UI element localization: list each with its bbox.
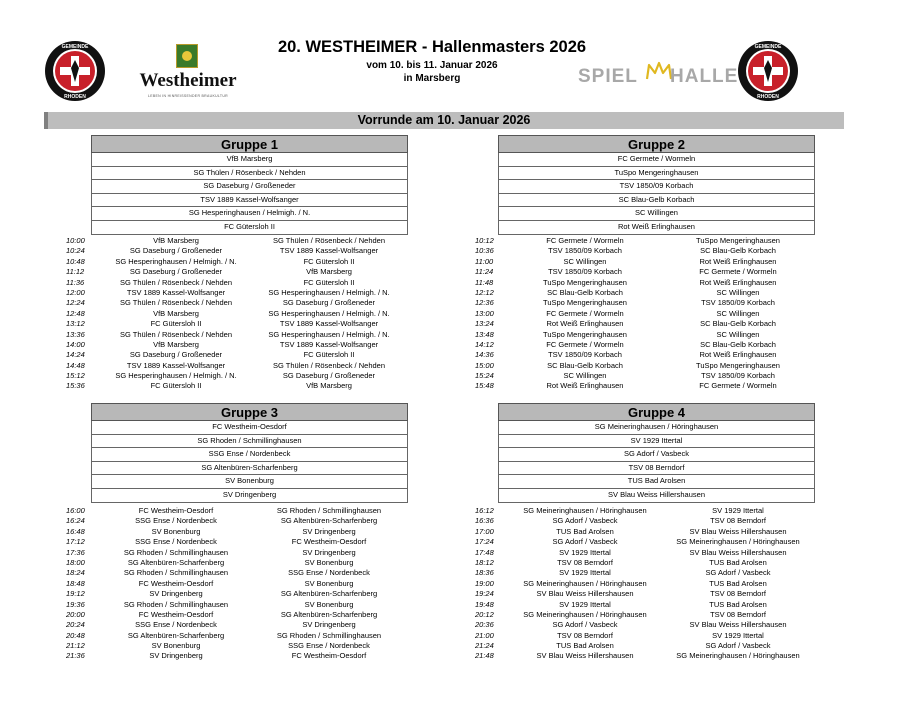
match-away: SG Daseburg / Großeneder: [282, 298, 376, 308]
match-time: 11:24: [475, 267, 494, 277]
group-team: SG Thülen / Rösenbeck / Nehden: [91, 167, 408, 181]
match-row: [66, 527, 416, 537]
crest-bottom-text: RHODEN: [64, 94, 86, 100]
match-time: 21:36: [66, 651, 85, 661]
crest-top-text: GEMEINDE: [754, 44, 782, 50]
match-row: [475, 641, 825, 651]
match-row: [66, 568, 416, 578]
match-away: SG Daseburg / Großeneder: [282, 371, 376, 381]
match-row: [66, 651, 416, 661]
match-away: TSV 1889 Kassel-Wolfsanger: [279, 339, 379, 349]
match-row: [66, 350, 416, 360]
match-home: TSV 1850/09 Korbach: [548, 267, 622, 277]
round-title: Vorrunde am 10. Januar 2026: [357, 113, 531, 127]
match-home: TSV 1850/09 Korbach: [548, 246, 622, 256]
match-row: [475, 548, 825, 558]
match-row: [475, 631, 825, 641]
match-row: [66, 620, 416, 630]
match-home: VfB Marsberg: [153, 236, 199, 245]
event-dates: vom 10. bis 11. Januar 2026: [366, 60, 498, 71]
match-away: TUS Bad Arolsen: [709, 599, 767, 609]
match-home: FC Gütersloh II: [150, 381, 202, 391]
group-1-table: [91, 135, 408, 235]
match-row: [66, 558, 416, 568]
match-time: 18:00: [66, 557, 85, 567]
match-home: FC Westheim-Oesdorf: [138, 506, 214, 515]
match-home: SV Bonenburg: [151, 641, 201, 651]
match-row: [475, 340, 825, 350]
match-time: 12:24: [66, 298, 85, 308]
match-home: TSV 1850/09 Korbach: [548, 350, 622, 360]
match-home: SG Meineringhausen / Höringhausen: [523, 578, 647, 588]
match-home: FC Germete / Wormeln: [546, 236, 624, 245]
match-time: 16:24: [66, 516, 85, 526]
match-row: [66, 381, 416, 391]
match-home: SG Rhoden / Schmillinghausen: [123, 568, 229, 578]
match-away: SV Dringenberg: [302, 526, 356, 536]
match-time: 15:00: [475, 360, 494, 370]
match-row: [475, 537, 825, 547]
match-time: 21:00: [475, 630, 494, 640]
match-away: TuSpo Mengeringhausen: [696, 360, 780, 370]
match-row: [66, 298, 416, 308]
match-away: SG Meineringhausen / Höringhausen: [676, 537, 800, 547]
match-row: [475, 381, 825, 391]
match-away: SG Rhoden / Schmillinghausen: [276, 506, 382, 515]
match-row: [66, 361, 416, 371]
match-row: [475, 568, 825, 578]
match-home: SV 1929 Ittertal: [559, 547, 611, 557]
match-time: 10:00: [66, 236, 85, 245]
match-row: [66, 537, 416, 547]
match-row: [66, 340, 416, 350]
group-2-table: [498, 135, 815, 235]
match-away: SV Blau Weiss Hillershausen: [689, 526, 787, 536]
match-time: 14:48: [66, 360, 85, 370]
match-time: 11:12: [66, 267, 85, 277]
match-home: SG Rhoden / Schmillinghausen: [123, 547, 229, 557]
spielhalle-right-text: HALLE: [670, 66, 739, 87]
group-team: FC Westheim-Oesdorf: [91, 421, 408, 435]
match-away: SV Bonenburg: [304, 599, 354, 609]
match-row: [66, 319, 416, 329]
match-row: [66, 267, 416, 277]
match-time: 18:36: [475, 568, 494, 578]
match-time: 14:36: [475, 350, 494, 360]
match-time: 10:12: [475, 236, 494, 245]
match-home: SV 1929 Ittertal: [559, 568, 611, 578]
match-away: SV Dringenberg: [302, 620, 356, 630]
match-time: 15:12: [66, 371, 85, 381]
match-home: SSG Ense / Nordenbeck: [135, 537, 217, 547]
match-time: 19:12: [66, 589, 85, 599]
match-row: [475, 589, 825, 599]
match-row: [66, 246, 416, 256]
match-home: SG Thülen / Rösenbeck / Nehden: [119, 298, 232, 308]
match-home: SC Blau-Gelb Korbach: [547, 287, 623, 297]
crest-icon: [737, 40, 799, 102]
match-row: [475, 516, 825, 526]
match-away: Rot Weiß Erlinghausen: [699, 350, 777, 360]
match-row: [66, 579, 416, 589]
match-time: 12:12: [475, 287, 494, 297]
match-away: SG Altenbüren-Scharfenberg: [280, 589, 378, 599]
match-row: [475, 298, 825, 308]
match-home: SG Altenbüren-Scharfenberg: [127, 630, 225, 640]
crown-icon: [645, 61, 673, 83]
group-team: FC Germete / Wormeln: [498, 153, 815, 167]
match-row: [475, 506, 825, 516]
event-location: in Marsberg: [403, 73, 461, 84]
group-team: TUS Bad Arolsen: [498, 475, 815, 489]
match-row: [475, 610, 825, 620]
match-away: TSV 08 Berndorf: [710, 589, 766, 599]
crest-bottom-text: RHODEN: [757, 94, 779, 100]
match-home: FC Westheim-Oesdorf: [138, 609, 214, 619]
group-team: VfB Marsberg: [91, 153, 408, 167]
match-row: [475, 319, 825, 329]
match-row: [475, 651, 825, 661]
group-3-table: [91, 403, 408, 503]
group-team: SV Bonenburg: [91, 475, 408, 489]
match-home: SC Willingen: [563, 371, 607, 381]
match-row: [475, 330, 825, 340]
match-row: [66, 589, 416, 599]
match-away: SG Altenbüren-Scharfenberg: [280, 609, 378, 619]
match-away: SC Blau-Gelb Korbach: [700, 319, 776, 329]
match-row: [66, 641, 416, 651]
match-row: [475, 257, 825, 267]
crest-icon: [44, 40, 106, 102]
match-away: TSV 08 Berndorf: [710, 516, 766, 526]
match-time: 20:00: [66, 609, 85, 619]
match-home: SG Meineringhausen / Höringhausen: [523, 609, 647, 619]
match-away: SG Hesperinghausen / Helmigh. / N.: [268, 329, 390, 339]
match-away: SG Adorf / Vasbeck: [705, 568, 771, 578]
match-away: FC Gütersloh II: [303, 350, 355, 360]
group-4-schedule: [475, 506, 825, 662]
match-row: [66, 600, 416, 610]
group-1-schedule: [66, 236, 416, 392]
group-team: SV Dringenberg: [91, 489, 408, 503]
group-team: SC Willingen: [498, 207, 815, 221]
westheimer-tagline: LEBEN IN HINREISSENDER BRAUKULTUR: [147, 94, 229, 98]
match-home: SG Adorf / Vasbeck: [552, 620, 618, 630]
match-away: SG Rhoden / Schmillinghausen: [276, 630, 382, 640]
page-title: 20. WESTHEIMER - Hallenmasters 2026: [277, 38, 587, 56]
group-team: SSG Ense / Nordenbeck: [91, 448, 408, 462]
match-away: TSV 08 Berndorf: [710, 609, 766, 619]
match-home: TSV 08 Berndorf: [557, 630, 613, 640]
match-away: SV Dringenberg: [302, 547, 356, 557]
westheimer-name: Westheimer: [139, 70, 237, 91]
match-time: 20:24: [66, 620, 85, 630]
match-away: SSG Ense / Nordenbeck: [288, 568, 370, 578]
match-time: 17:36: [66, 547, 85, 557]
match-home: SV Dringenberg: [149, 651, 203, 661]
match-row: [66, 309, 416, 319]
match-home: SV Dringenberg: [149, 589, 203, 599]
match-time: 17:12: [66, 537, 85, 547]
match-time: 13:36: [66, 329, 85, 339]
match-home: TuSpo Mengeringhausen: [543, 298, 627, 308]
match-time: 16:48: [66, 526, 85, 536]
rhoden-crest-left: [44, 40, 106, 102]
match-time: 11:00: [475, 256, 494, 266]
match-away: FC Gütersloh II: [303, 256, 355, 266]
group-4-header: Gruppe 4: [498, 403, 815, 421]
match-home: Rot Weiß Erlinghausen: [546, 319, 624, 329]
match-row: [66, 516, 416, 526]
match-time: 17:24: [475, 537, 494, 547]
match-away: SC Blau-Gelb Korbach: [700, 339, 776, 349]
group-team: TSV 08 Berndorf: [498, 462, 815, 476]
match-time: 14:24: [66, 350, 85, 360]
match-home: SG Meineringhausen / Höringhausen: [523, 506, 647, 515]
match-away: SG Hesperinghausen / Helmigh. / N.: [268, 308, 390, 318]
match-home: VfB Marsberg: [153, 339, 199, 349]
match-away: TUS Bad Arolsen: [709, 557, 767, 567]
match-time: 13:00: [475, 308, 494, 318]
match-away: TSV 1850/09 Korbach: [701, 371, 775, 381]
match-time: 15:48: [475, 381, 494, 391]
group-team: SV Blau Weiss Hillershausen: [498, 489, 815, 503]
match-away: SV Blau Weiss Hillershausen: [689, 620, 787, 630]
match-time: 20:12: [475, 609, 494, 619]
rhoden-crest-right: [737, 40, 799, 102]
match-time: 13:48: [475, 329, 494, 339]
group-team: TSV 1889 Kassel-Wolfsanger: [91, 194, 408, 208]
match-away: SV Bonenburg: [304, 578, 354, 588]
match-home: SG Adorf / Vasbeck: [552, 516, 618, 526]
group-team: SC Blau-Gelb Korbach: [498, 194, 815, 208]
match-home: FC Germete / Wormeln: [546, 308, 624, 318]
match-row: [66, 330, 416, 340]
match-time: 19:36: [66, 599, 85, 609]
match-time: 15:24: [475, 371, 494, 381]
match-time: 18:24: [66, 568, 85, 578]
match-time: 11:36: [66, 277, 85, 287]
match-row: [66, 371, 416, 381]
match-home: SG Adorf / Vasbeck: [552, 537, 618, 547]
match-away: SG Adorf / Vasbeck: [705, 641, 771, 651]
match-row: [66, 631, 416, 641]
match-home: SC Blau-Gelb Korbach: [547, 360, 623, 370]
group-2-header: Gruppe 2: [498, 135, 815, 153]
match-home: VfB Marsberg: [153, 308, 199, 318]
crest-top-text: GEMEINDE: [61, 44, 89, 50]
match-home: SG Thülen / Rösenbeck / Nehden: [119, 277, 232, 287]
match-home: TuSpo Mengeringhausen: [543, 277, 627, 287]
match-row: [475, 278, 825, 288]
match-home: TUS Bad Arolsen: [556, 641, 614, 651]
match-time: 16:12: [475, 506, 494, 515]
match-home: TUS Bad Arolsen: [556, 526, 614, 536]
group-team: TuSpo Mengeringhausen: [498, 167, 815, 181]
match-time: 20:48: [66, 630, 85, 640]
match-time: 10:36: [475, 246, 494, 256]
match-away: SSG Ense / Nordenbeck: [288, 641, 370, 651]
group-team: Rot Weiß Erlinghausen: [498, 221, 815, 235]
group-team: SV 1929 Ittertal: [498, 435, 815, 449]
match-row: [66, 236, 416, 246]
match-home: SG Daseburg / Großeneder: [129, 267, 223, 277]
match-away: SV 1929 Ittertal: [712, 506, 764, 515]
match-home: SV Blau Weiss Hillershausen: [536, 651, 634, 661]
match-away: SG Altenbüren-Scharfenberg: [280, 516, 378, 526]
match-time: 12:36: [475, 298, 494, 308]
match-away: FC Germete / Wormeln: [699, 267, 777, 277]
group-team: SG Rhoden / Schmillinghausen: [91, 435, 408, 449]
match-away: SC Willingen: [716, 329, 760, 339]
match-away: VfB Marsberg: [306, 267, 352, 277]
match-time: 19:48: [475, 599, 494, 609]
match-home: SG Rhoden / Schmillinghausen: [123, 599, 229, 609]
match-row: [475, 236, 825, 246]
match-home: FC Germete / Wormeln: [546, 339, 624, 349]
match-away: TSV 1850/09 Korbach: [701, 298, 775, 308]
match-away: TUS Bad Arolsen: [709, 578, 767, 588]
match-row: [475, 579, 825, 589]
match-row: [475, 246, 825, 256]
match-away: FC Gütersloh II: [303, 277, 355, 287]
spielhalle-logo: [578, 66, 739, 92]
match-time: 21:24: [475, 641, 494, 651]
match-row: [66, 548, 416, 558]
match-row: [475, 288, 825, 298]
match-row: [475, 361, 825, 371]
westheimer-logo: [138, 44, 238, 102]
match-row: [475, 371, 825, 381]
match-home: SV Bonenburg: [151, 526, 201, 536]
match-home: TSV 1889 Kassel-Wolfsanger: [126, 287, 226, 297]
group-3-header: Gruppe 3: [91, 403, 408, 421]
group-team: FC Gütersloh II: [91, 221, 408, 235]
match-home: SSG Ense / Nordenbeck: [135, 620, 217, 630]
match-row: [66, 610, 416, 620]
group-team: SG Adorf / Vasbeck: [498, 448, 815, 462]
match-away: SV 1929 Ittertal: [712, 630, 764, 640]
match-time: 21:12: [66, 641, 85, 651]
match-home: SG Hesperinghausen / Helmigh. / N.: [115, 256, 237, 266]
match-time: 15:36: [66, 381, 85, 391]
match-time: 18:12: [475, 557, 494, 567]
match-time: 14:12: [475, 339, 494, 349]
match-home: SSG Ense / Nordenbeck: [135, 516, 217, 526]
match-home: SG Hesperinghausen / Helmigh. / N.: [115, 371, 237, 381]
match-away: VfB Marsberg: [306, 381, 352, 391]
match-away: SC Blau-Gelb Korbach: [700, 246, 776, 256]
group-4-table: [498, 403, 815, 503]
match-home: SG Thülen / Rösenbeck / Nehden: [119, 329, 232, 339]
group-3-schedule: [66, 506, 416, 662]
match-time: 17:48: [475, 547, 494, 557]
match-time: 10:48: [66, 256, 85, 266]
match-time: 16:00: [66, 506, 85, 515]
match-away: FC Germete / Wormeln: [699, 381, 777, 391]
match-away: SG Meineringhausen / Höringhausen: [676, 651, 800, 661]
match-time: 18:48: [66, 578, 85, 588]
match-time: 13:12: [66, 319, 85, 329]
match-home: FC Gütersloh II: [150, 319, 202, 329]
match-away: FC Westheim-Oesdorf: [291, 651, 367, 661]
group-team: SG Altenbüren-Scharfenberg: [91, 462, 408, 476]
match-home: TSV 1889 Kassel-Wolfsanger: [126, 360, 226, 370]
match-away: SC Willingen: [716, 287, 760, 297]
match-home: Rot Weiß Erlinghausen: [546, 381, 624, 391]
match-away: TSV 1889 Kassel-Wolfsanger: [279, 319, 379, 329]
group-team: SG Hesperinghausen / Helmigh. / N.: [91, 207, 408, 221]
match-time: 13:24: [475, 319, 494, 329]
match-row: [475, 558, 825, 568]
match-time: 20:36: [475, 620, 494, 630]
match-row: [475, 620, 825, 630]
match-home: TuSpo Mengeringhausen: [543, 329, 627, 339]
match-time: 19:00: [475, 578, 494, 588]
match-row: [475, 350, 825, 360]
match-home: TSV 08 Berndorf: [557, 557, 613, 567]
match-row: [475, 527, 825, 537]
match-away: FC Westheim-Oesdorf: [291, 537, 367, 547]
group-team: TSV 1850/09 Korbach: [498, 180, 815, 194]
group-team: SG Meineringhausen / Höringhausen: [498, 421, 815, 435]
match-home: SV Blau Weiss Hillershausen: [536, 589, 634, 599]
match-row: [475, 600, 825, 610]
match-away: SG Thülen / Rösenbeck / Nehden: [272, 236, 385, 245]
match-row: [66, 506, 416, 516]
match-away: Rot Weiß Erlinghausen: [699, 277, 777, 287]
match-time: 12:48: [66, 308, 85, 318]
match-row: [66, 257, 416, 267]
match-home: SG Daseburg / Großeneder: [129, 350, 223, 360]
match-row: [475, 267, 825, 277]
match-home: SG Daseburg / Großeneder: [129, 246, 223, 256]
match-away: SV Bonenburg: [304, 557, 354, 567]
match-away: SG Hesperinghausen / Helmigh. / N.: [268, 287, 390, 297]
match-home: SC Willingen: [563, 256, 607, 266]
match-away: SV Blau Weiss Hillershausen: [689, 547, 787, 557]
match-home: FC Westheim-Oesdorf: [138, 578, 214, 588]
match-time: 10:24: [66, 246, 85, 256]
match-row: [66, 288, 416, 298]
group-1-header: Gruppe 1: [91, 135, 408, 153]
group-2-schedule: [475, 236, 825, 392]
match-home: SG Altenbüren-Scharfenberg: [127, 557, 225, 567]
match-row: [475, 309, 825, 319]
match-away: SC Willingen: [716, 308, 760, 318]
match-time: 16:36: [475, 516, 494, 526]
match-time: 12:00: [66, 287, 85, 297]
match-time: 21:48: [475, 651, 494, 661]
spielhalle-left-text: SPIEL: [578, 66, 638, 87]
match-away: Rot Weiß Erlinghausen: [699, 256, 777, 266]
match-away: TuSpo Mengeringhausen: [696, 236, 780, 245]
match-row: [66, 278, 416, 288]
match-away: TSV 1889 Kassel-Wolfsanger: [279, 246, 379, 256]
match-time: 19:24: [475, 589, 494, 599]
westheimer-emblem-icon: [176, 44, 198, 68]
match-away: SG Thülen / Rösenbeck / Nehden: [272, 360, 385, 370]
match-time: 14:00: [66, 339, 85, 349]
match-time: 11:48: [475, 277, 494, 287]
group-team: SG Daseburg / Großeneder: [91, 180, 408, 194]
match-time: 17:00: [475, 526, 494, 536]
match-home: SV 1929 Ittertal: [559, 599, 611, 609]
